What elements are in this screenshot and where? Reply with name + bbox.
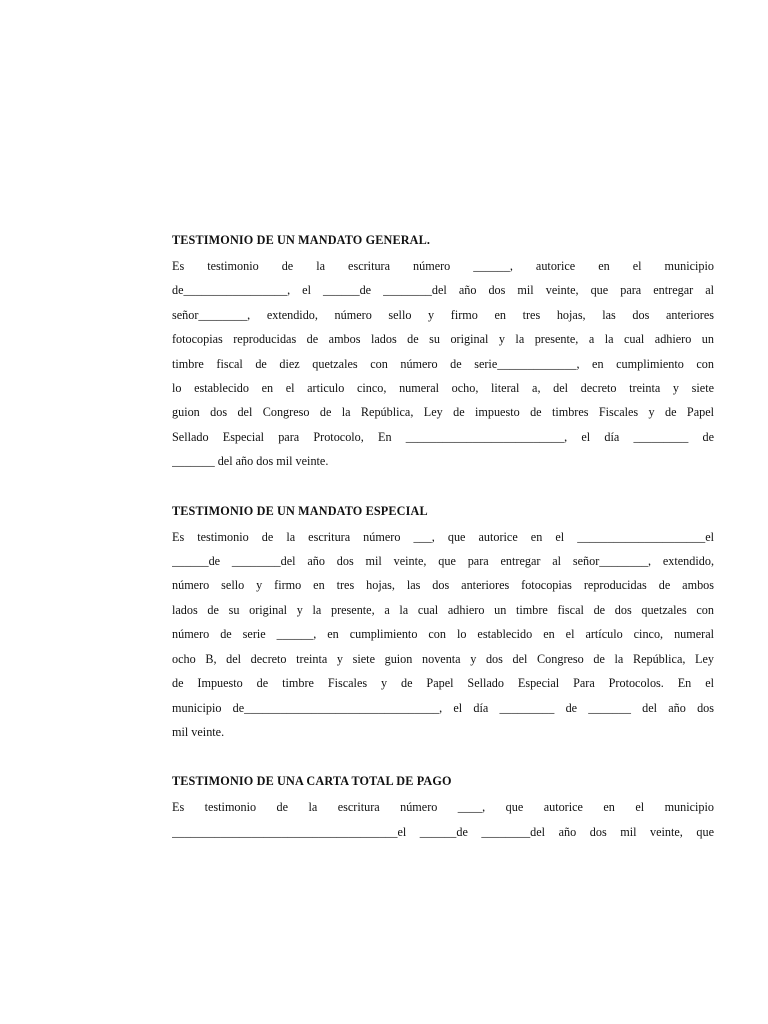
body-line: mil veinte.	[172, 724, 225, 739]
body-line: lados de su original y la presente, a la cual adhiero un timbre fiscal de dos quetzales con	[172, 602, 714, 617]
body-line: ocho B, del decreto treinta y siete guion noventa y dos del Congreso de la República, Ley	[172, 651, 714, 666]
body-line: Sellado Especial para Protocolo, En __________________________, el día _________ de	[172, 429, 714, 444]
body-line: lo establecido en el articulo cinco, numeral ocho, literal a, del decreto treinta y siete	[172, 381, 714, 396]
body-line: de Impuesto de timbre Fiscales y de Papel Sellado Especial Para Protocolos. En el	[172, 676, 714, 691]
section-heading: TESTIMONIO DE UNA CARTA TOTAL DE PAGO	[172, 774, 452, 789]
section-heading: TESTIMONIO DE UN MANDATO ESPECIAL	[172, 503, 428, 518]
body-line: timbre fiscal de diez quetzales con número de serie_____________, en cumplimiento con	[172, 356, 714, 371]
body-line: _______ del año dos mil veinte.	[172, 454, 329, 469]
body-line: Es testimonio de la escritura número ___, que autorice en el _____________________el	[172, 529, 714, 544]
body-line: Es testimonio de la escritura número ____, que autorice en el municipio	[172, 800, 714, 815]
body-line: Es testimonio de la escritura número ______, autorice en el municipio	[172, 259, 714, 273]
body-line: _____________________________________el ______de ________del año dos mil veinte, que	[172, 824, 714, 839]
section-mandato-especial	[172, 501, 714, 745]
section-carta-total-pago	[172, 771, 714, 844]
body-line: señor________, extendido, número sello y firmo en tres hojas, las dos anteriores	[172, 307, 714, 322]
body-line: municipio de________________________________, el día _________ de _______ del año dos	[172, 700, 714, 715]
body-line: fotocopias reproducidas de ambos lados de su original y la presente, a la cual adhiero un	[172, 332, 714, 347]
section-mandato-general	[172, 230, 714, 474]
body-line: guion dos del Congreso de la República, Ley de impuesto de timbres Fiscales y de Papel	[172, 405, 714, 420]
body-line: ______de ________del año dos mil veinte, que para entregar al señor________, extendido,	[172, 554, 714, 569]
document-content	[172, 230, 714, 871]
body-line: número de serie ______, en cumplimiento con lo establecido en el artículo cinco, numeral	[172, 627, 714, 642]
section-heading: TESTIMONIO DE UN MANDATO GENERAL.	[172, 233, 431, 247]
body-line: número sello y firmo en tres hojas, las dos anteriores fotocopias reproducidas de ambos	[172, 578, 714, 593]
body-line: de_________________, el ______de ________del año dos mil veinte, que para entregar al	[172, 283, 714, 298]
